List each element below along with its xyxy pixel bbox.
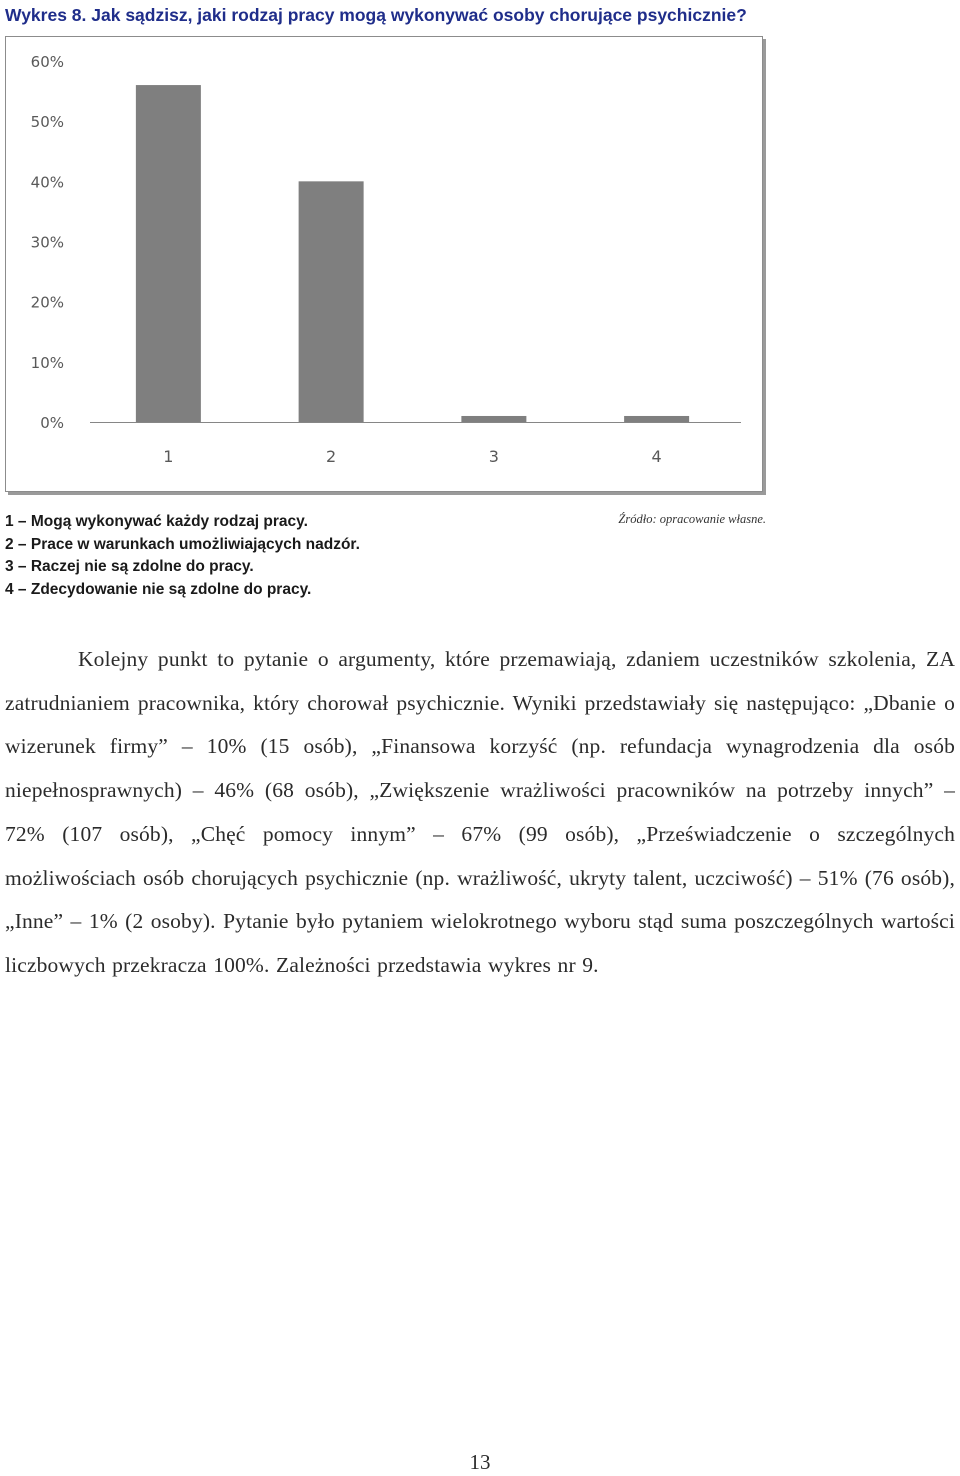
y-tick-label: 60% bbox=[30, 53, 64, 71]
figure-caption: Wykres 8. Jak sądzisz, jaki rodzaj pracy mogą wykonywać osoby chorujące psychicznie? bbox=[5, 5, 747, 25]
y-tick-label: 20% bbox=[30, 293, 64, 312]
legend-item: 3 – Raczej nie są zdolne do pracy. bbox=[5, 558, 254, 575]
source-note: Źródło: opracowanie własne. bbox=[618, 512, 766, 526]
body-paragraph: Kolejny punkt to pytanie o argumenty, które przemawiają, zdaniem uczestników szkolenia, ZA zatrudnianiem pracownika, który chorował psychicznie. Wyniki przedstawiały się następująco: „Dbanie o wizerunek firmy” – 10% (15 osób), „Finansowa korzyść (np. refundacja wynagrodzenia dla osób niepełnosprawnych) – 46% (68 osób), „Zwiększenie wrażliwości pracowników na potrzeby innych” – 72% (107 osób), „Chęć pomocy innym” – 67% (99 osób), „Przeświadczenie o szczególnych możliwościach osób chorujących psychicznie (np. wrażliwość, ukryty talent, uczciwość) – 51% (76 osób), „Inne” – 1% (2 osoby). Pytanie było pytaniem wielokrotnego wyboru stąd suma poszczególnych wartości liczbowych przekracza 100%. Zależności przedstawia wykres nr 9. bbox=[5, 647, 955, 977]
x-tick-label: 2 bbox=[326, 447, 337, 466]
y-tick-label: 0% bbox=[40, 414, 64, 432]
bar-chart bbox=[5, 36, 763, 492]
chart-legend bbox=[5, 511, 360, 601]
x-tick-label: 4 bbox=[651, 447, 662, 466]
legend-item: 1 – Mogą wykonywać każdy rodzaj pracy. bbox=[5, 513, 308, 530]
bar-chart-svg bbox=[6, 37, 762, 491]
legend-item: 2 – Prace w warunkach umożliwiających nadzór. bbox=[5, 535, 360, 553]
x-tick-label: 1 bbox=[163, 447, 174, 466]
bar bbox=[461, 416, 526, 422]
x-tick-label: 3 bbox=[488, 447, 499, 466]
bar bbox=[136, 85, 201, 422]
y-tick-label: 50% bbox=[30, 113, 64, 132]
y-tick-label: 40% bbox=[30, 173, 64, 192]
bar bbox=[624, 416, 689, 422]
page-number: 13 bbox=[469, 1450, 491, 1474]
bar bbox=[299, 181, 364, 422]
y-tick-label: 30% bbox=[30, 233, 64, 252]
legend-item: 4 – Zdecydowanie nie są zdolne do pracy. bbox=[5, 580, 312, 598]
y-tick-label: 10% bbox=[30, 353, 64, 372]
